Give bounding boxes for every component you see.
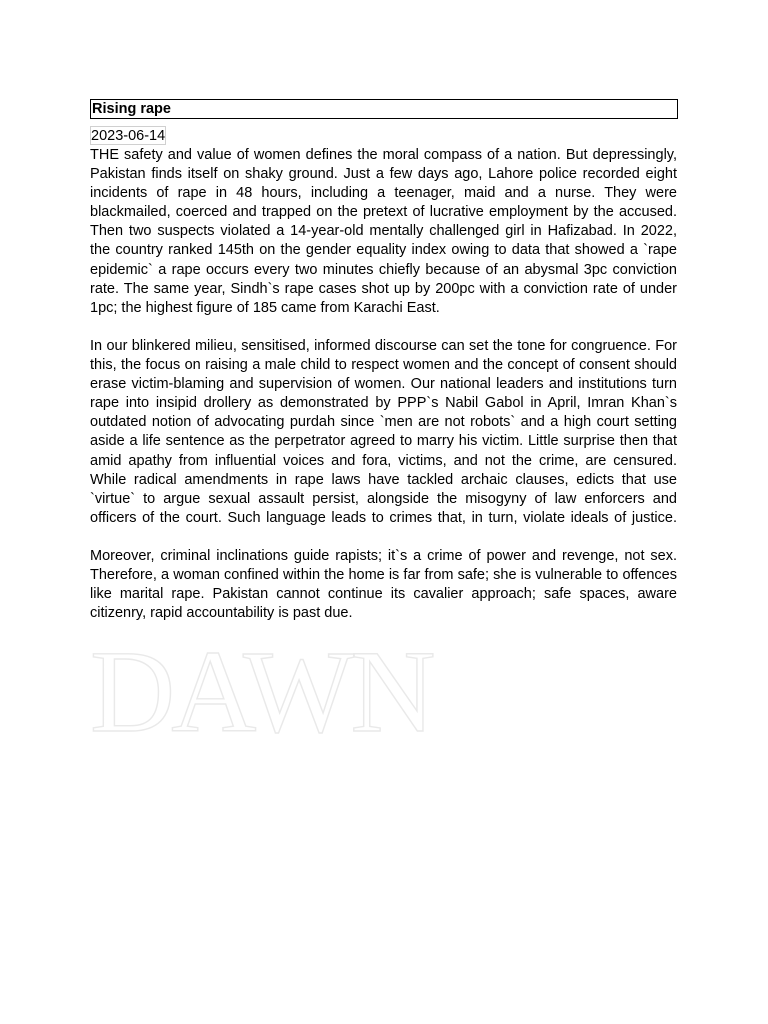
article-body <box>90 146 677 623</box>
article-paragraph-1: THE safety and value of women defines the moral compass of a nation. But depressingly, Pakistan finds itself on shaky ground. Just a few days ago, Lahore police recorded eight incidents of rape in 48 hours, including a teenager, maid and a nurse. They were blackmailed, coerced and trapped on the pretext of lucrative employment by the accused. Then two suspects violated a 14-year-old mentally challenged girl in Hafizabad. In 2022, the country ranked 145th on the gender equality index owing to data that showed a `rape epidemic` a rape occurs every two minutes chiefly because of an abysmal 3pc conviction rate. The same year, Sindh`s rape cases shot up by 200pc with a conviction rate of under 1pc; the highest figure of 185 came from Karachi East. <box>90 147 677 316</box>
article-date: 2023-06-14 <box>91 128 166 144</box>
article-paragraph-3: Moreover, criminal inclinations guide rapists; it`s a crime of power and revenge, not sex. Therefore, a woman confined within the home is far from safe; she is vulnerable to offences like marital rape. Pakistan cannot continue its cavalier approach; safe spaces, aware citizenry, rapid accountability is past due. <box>90 547 677 622</box>
title-box <box>90 99 678 119</box>
article-paragraph-2: In our blinkered milieu, sensitised, informed discourse can set the tone for congruence. For this, the focus on raising a male child to respect women and the concept of consent should erase victim-blaming and supervision of women. Our national leaders and institutions turn rape into insipid drollery as demonstrated by PPP`s Nabil Gabol in April, Imran Khan`s outdated notion of advocating purdah since `men are not robots` and a high court setting aside a life sentence as the perpetrator agreed to marry his victim. Little surprise then that amid apathy from influential voices and fora, victims, and not the crime, are censured. While radical amendments in rape laws have tackled archaic clauses, edicts that use `virtue` to argue sexual assault persist, alongside the misogyny of law enforcers and officers of the court. Such language leads to crimes that, in turn, violate ideals of justice. <box>90 337 677 526</box>
paragraph-gap <box>90 318 677 337</box>
paragraph-gap <box>90 528 677 547</box>
dawn-watermark-logo <box>90 637 470 737</box>
article-title: Rising rape <box>92 101 171 117</box>
svg-text:DAWN: DAWN <box>90 637 432 737</box>
